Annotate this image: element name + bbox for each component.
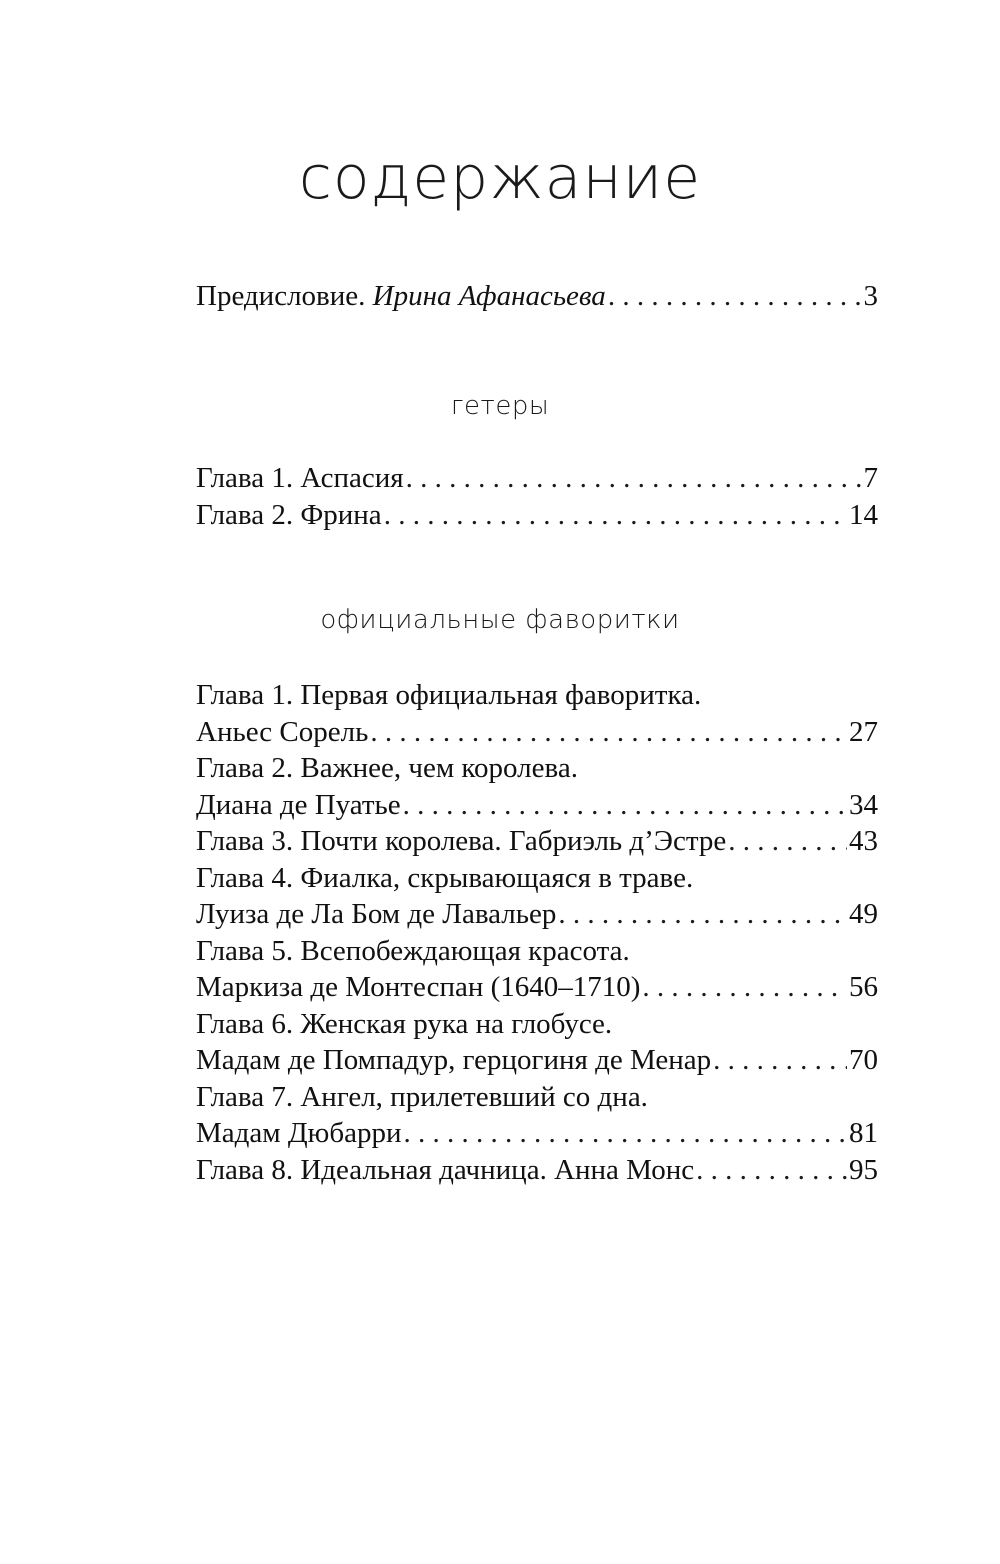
dot-leader [558, 896, 847, 933]
preface-label: Предисловие. [196, 280, 373, 312]
dot-leader [403, 787, 847, 824]
dot-leader [642, 969, 847, 1006]
toc-entry[interactable] [196, 1152, 878, 1189]
dot-leader [403, 1115, 847, 1152]
toc-entry-line2[interactable] [196, 896, 878, 933]
toc-entry-line2[interactable] [196, 714, 878, 751]
toc-entry-preface[interactable] [196, 278, 878, 315]
toc-entry-title [196, 278, 606, 315]
toc-entry-line1[interactable] [196, 1079, 878, 1116]
page-number: 34 [849, 788, 878, 821]
toc-entry-title: Глава 8. Идеальная дачница. Анна Монс [196, 1153, 695, 1186]
page-number: 7 [863, 462, 878, 494]
toc-entry-line2[interactable] [196, 969, 878, 1006]
toc-entry-line1[interactable] [196, 860, 878, 897]
toc-preface [196, 278, 878, 315]
toc-entry-line1[interactable] [196, 750, 878, 787]
toc-entry-title: Глава 4. Фиалка, скрывающаяся в траве. [196, 861, 694, 894]
toc-entry-subtitle: Мадам Дюбарри [196, 1117, 402, 1149]
dot-leader [384, 497, 847, 534]
toc-entry-title: Глава 2. Фрина [196, 498, 382, 531]
toc-entry-subtitle: Диана де Пуатье [196, 788, 401, 821]
page-number: 70 [849, 1044, 878, 1076]
toc-entry-subtitle: Луиза де Ла Бом де Лавальер [196, 898, 557, 930]
page-number: 95 [849, 1153, 878, 1186]
toc-entry-line1[interactable] [196, 1006, 878, 1043]
section-title-official-favorites: официальные фаворитки [320, 605, 680, 635]
toc-entry-line2[interactable] [196, 787, 878, 824]
page-number: 3 [863, 280, 878, 312]
toc-entry-line2[interactable] [196, 1042, 878, 1079]
toc-entry-title: Глава 1. Первая официальная фаворитка. [196, 679, 702, 711]
toc-entry-title: Глава 3. Почти королева. Габриэль д’Эстре [196, 825, 727, 857]
page-number: 14 [849, 498, 878, 531]
section-title-hetaerae: гетеры [450, 391, 550, 421]
page-number: 43 [849, 825, 878, 857]
dot-leader [608, 278, 862, 315]
dot-leader [713, 1042, 847, 1079]
toc-entry-title: Глава 6. Женская рука на глобусе. [196, 1007, 613, 1040]
dot-leader [696, 1152, 847, 1189]
toc-entry-line1[interactable] [196, 677, 878, 714]
toc-entry[interactable] [196, 460, 878, 497]
dot-leader [728, 823, 847, 860]
page-number: 27 [849, 715, 878, 748]
toc-entry-title: Глава 5. Всепобеждающая красота. [196, 934, 630, 967]
toc-entry-title: Глава 1. Аспасия [196, 462, 404, 494]
page-title: содержание [298, 143, 702, 213]
toc-entry-subtitle: Маркиза де Монтеспан (1640–1710) [196, 971, 641, 1003]
toc-entry-subtitle: Аньес Сорель [196, 715, 369, 748]
preface-author: Ирина Афанасьева [372, 280, 606, 312]
page-number: 81 [849, 1117, 878, 1149]
page-number: 56 [849, 971, 878, 1003]
toc-entry-subtitle: Мадам де Помпадур, герцогиня де Менар [196, 1044, 712, 1076]
toc-entry[interactable] [196, 497, 878, 534]
page-number: 49 [849, 898, 878, 930]
toc-entry-line2[interactable] [196, 1115, 878, 1152]
toc-entry-title: Глава 7. Ангел, прилетевший со дна. [196, 1080, 648, 1113]
toc-section-hetaerae [196, 460, 878, 533]
toc-entry-line1[interactable] [196, 933, 878, 970]
toc-entry-title: Глава 2. Важнее, чем королева. [196, 752, 578, 784]
dot-leader [370, 714, 847, 751]
toc-section-official-favorites [196, 677, 878, 1188]
toc-entry[interactable] [196, 823, 878, 860]
dot-leader [406, 460, 862, 497]
